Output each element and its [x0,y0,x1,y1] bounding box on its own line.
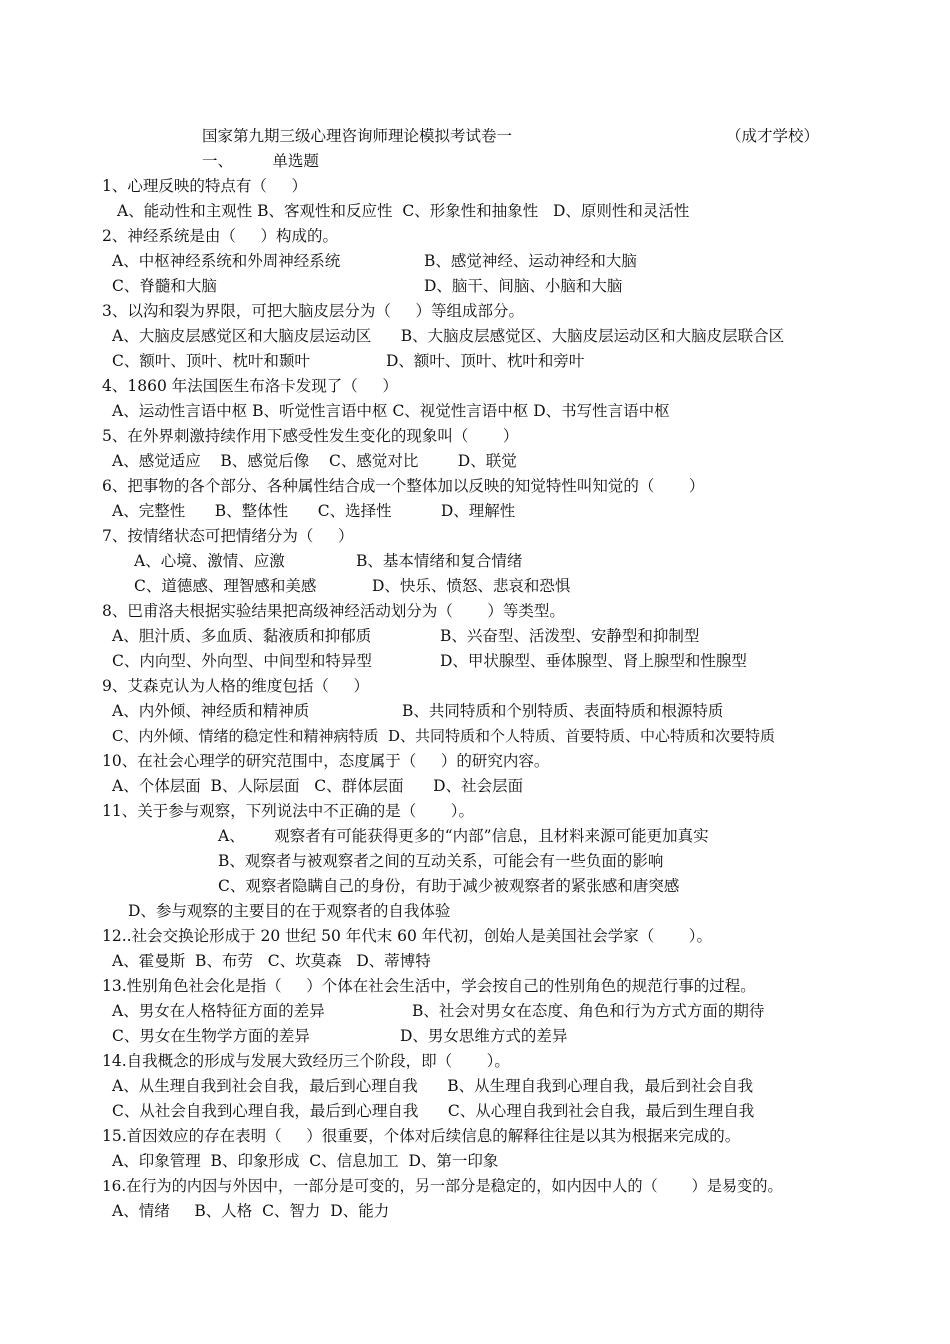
q13-option-c: C、男女在生物学方面的差异 [112,1027,310,1045]
q3-option-d: D、额叶、顶叶、枕叶和旁叶 [386,352,585,370]
question-15: 15.首因效应的存在表明（ ）很重要，个体对后续信息的解释往往是以其为根据来完成的。 [102,1127,741,1145]
school-name: （成才学校） [726,127,820,145]
q14-options-cd: C、从社会自我到心理自我，最后到心理自我 C、从心理自我到社会自我，最后到生理自我 [112,1102,755,1120]
q16-options: A、情绪 B、人格 C、智力 D、能力 [112,1202,390,1220]
q15-options: A、印象管理 B、印象形成 C、信息加工 D、第一印象 [112,1152,499,1170]
question-14: 14.自我概念的形成与发展大致经历三个阶段，即（ ）。 [102,1052,510,1070]
q8-option-c: C、内向型、外向型、中间型和特异型 [112,652,372,670]
question-5: 5、在外界刺激持续作用下感受性发生变化的现象叫（ ） [102,427,519,445]
question-3: 3、以沟和裂为界限，可把大脑皮层分为（ ）等组成部分。 [102,302,524,320]
q11-option-a: A、 观察者有可能获得更多的“内部”信息，且材料来源可能更加真实 [218,827,709,845]
q8-option-a: A、胆汁质、多血质、黏液质和抑郁质 [112,627,372,645]
question-10: 10、在社会心理学的研究范围中，态度属于（ ）的研究内容。 [102,752,550,770]
q13-option-a: A、男女在人格特征方面的差异 [112,1002,325,1020]
q11-option-c: C、观察者隐瞒自己的身份，有助于减少被观察者的紧张感和唐突感 [218,877,680,895]
section-heading: 一、 单选题 [202,152,319,170]
q3-option-c: C、额叶、顶叶、枕叶和颞叶 [112,352,310,370]
q2-option-b: B、感觉神经、运动神经和大脑 [424,252,637,270]
q2-option-c: C、脊髓和大脑 [112,277,217,295]
question-1: 1、心理反映的特点有（ ） [102,177,307,195]
q14-options-ab: A、从生理自我到社会自我，最后到心理自我 B、从生理自我到心理自我，最后到社会自我 [112,1077,754,1095]
q1-options: A、能动性和主观性 B、客观性和反应性 C、形象性和抽象性 D、原则性和灵活性 [117,202,690,220]
q7-option-d: D、快乐、愤怒、悲哀和恐惧 [372,577,571,595]
q7-option-b: B、基本情绪和复合情绪 [356,552,523,570]
q11-option-b: B、观察者与被观察者之间的互动关系，可能会有一些负面的影响 [218,852,664,870]
question-8: 8、巴甫洛夫根据实验结果把高级神经活动划分为（ ）等类型。 [102,602,565,620]
question-9: 9、艾森克认为人格的维度包括（ ） [102,677,369,695]
q13-option-d: D、男女思维方式的差异 [400,1027,568,1045]
question-2: 2、神经系统是由（ ）构成的。 [102,227,338,245]
q13-option-b: B、社会对男女在态度、角色和行为方式方面的期待 [412,1002,765,1020]
q9-options-cd: C、内外倾、情绪的稳定性和精神病特质 D、共同特质和个人特质、首要特质、中心特质和次要特质 [112,727,776,745]
q4-options: A、运动性言语中枢 B、听觉性言语中枢 C、视觉性言语中枢 D、书写性言语中枢 [112,402,670,420]
q11-option-d: D、参与观察的主要目的在于观察者的自我体验 [128,902,451,920]
question-12: 12..社会交换论形成于 20 世纪 50 年代末 60 年代初，创始人是美国社会学家（ ）。 [102,927,713,945]
q5-options: A、感觉适应 B、感觉后像 C、感觉对比 D、联觉 [112,452,517,470]
q7-option-a: A、心境、激情、应激 [134,552,285,570]
q7-option-c: C、道德感、理智感和美感 [134,577,317,595]
q8-option-d: D、甲状腺型、垂体腺型、肾上腺型和性腺型 [440,652,747,670]
q2-option-d: D、脑干、间脑、小脑和大脑 [424,277,623,295]
q3-options-ab: A、大脑皮层感觉区和大脑皮层运动区 B、大脑皮层感觉区、大脑皮层运动区和大脑皮层联合区 [112,327,785,345]
question-16: 16.在行为的内因与外因中，一部分是可变的，另一部分是稳定的，如内因中人的（ ）是易变的。 [102,1177,783,1195]
exam-title: 国家第九期三级心理咨询师理论模拟考试卷一 [202,127,513,145]
q6-options: A、完整性 B、整体性 C、选择性 D、理解性 [112,502,516,520]
question-11: 11、关于参与观察，下列说法中不正确的是（ ）。 [102,802,474,820]
q12-options: A、霍曼斯 B、布劳 C、坎莫森 D、蒂博特 [112,952,431,970]
question-13: 13.性别角色社会化是指（ ）个体在社会生活中，学会按自己的性别角色的规范行事的过程。 [102,977,756,995]
q10-options: A、个体层面 B、人际层面 C、群体层面 D、社会层面 [112,777,524,795]
question-4: 4、1860 年法国医生布洛卡发现了（ ） [102,377,398,395]
q9-option-a: A、内外倾、神经质和精神质 [112,702,310,720]
q8-option-b: B、兴奋型、活泼型、安静型和抑制型 [440,627,700,645]
question-7: 7、按情绪状态可把情绪分为（ ） [102,527,354,545]
question-6: 6、把事物的各个部分、各种属性结合成一个整体加以反映的知觉特性叫知觉的（ ） [102,477,705,495]
q9-option-b: B、共同特质和个别特质、表面特质和根源特质 [402,702,724,720]
q2-option-a: A、中枢神经系统和外周神经系统 [112,252,341,270]
